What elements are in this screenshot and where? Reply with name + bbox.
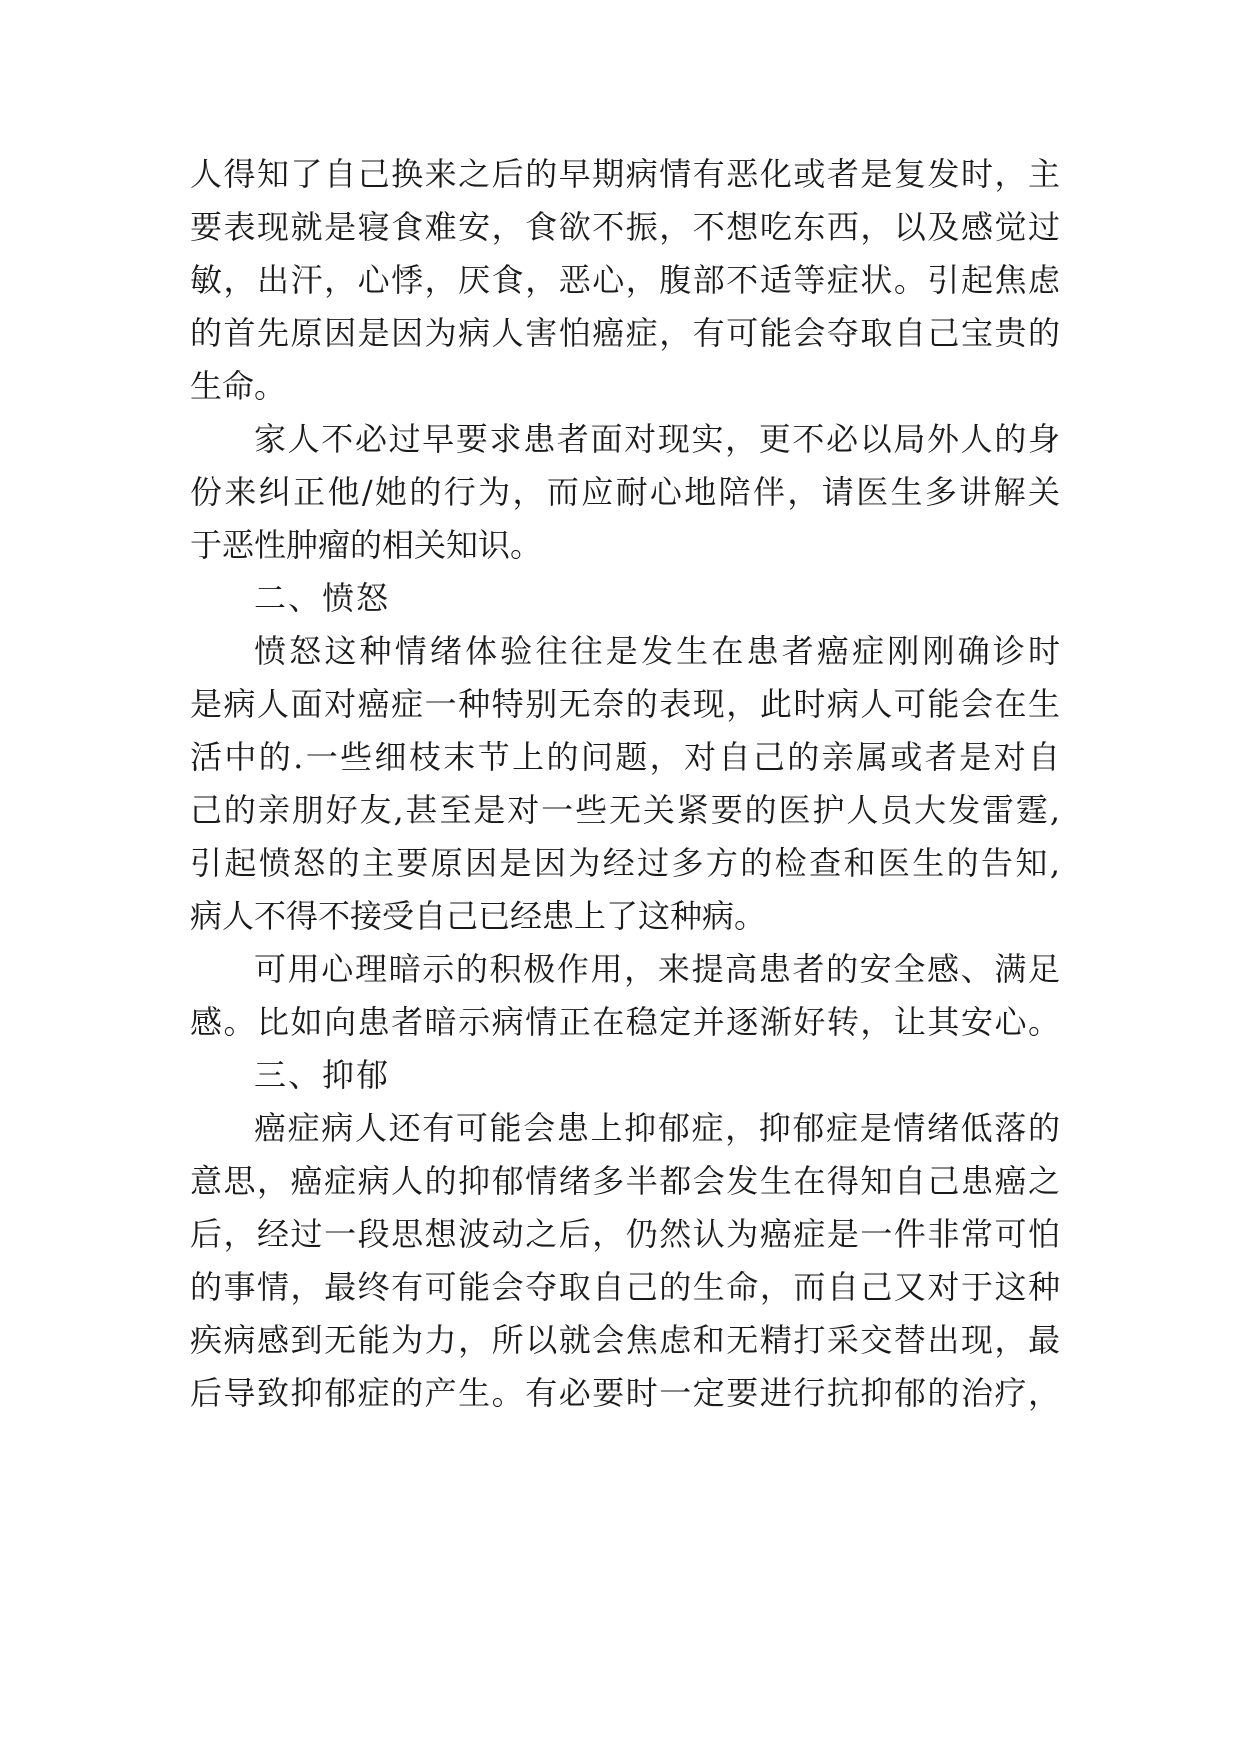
body-text-line: 引起愤怒的主要原因是因为经过多方的检查和医生的告知, [190, 844, 1060, 882]
body-text-line: 己的亲朋好友,甚至是对一些无关紧要的医护人员大发雷霆, [190, 791, 1060, 829]
body-text-line: 的事情，最终有可能会夺取自己的生命，而自己又对于这种 [190, 1268, 1060, 1306]
body-text-line: 感。比如向患者暗示病情正在稳定并逐渐好转，让其安心。 [190, 1003, 1060, 1041]
body-text-line: 份来纠正他/她的行为，而应耐心地陪伴，请医生多讲解关 [190, 473, 1060, 511]
body-text-line: 是病人面对癌症一种特别无奈的表现，此时病人可能会在生 [190, 685, 1060, 723]
body-text-line: 愤怒这种情绪体验往往是发生在患者癌症刚刚确诊时 [254, 632, 1060, 670]
body-text-line: 要表现就是寝食难安，食欲不振，不想吃东西，以及感觉过 [190, 208, 1060, 246]
body-text-line: 后，经过一段思想波动之后，仍然认为癌症是一件非常可怕 [190, 1215, 1060, 1253]
body-text-line: 后导致抑郁症的产生。有必要时一定要进行抗抑郁的治疗， [190, 1374, 1060, 1412]
body-text-line: 的首先原因是因为病人害怕癌症，有可能会夺取自己宝贵的 [190, 314, 1060, 352]
body-text-line: 生命。 [190, 367, 287, 405]
body-text-line: 家人不必过早要求患者面对现实，更不必以局外人的身 [254, 420, 1060, 458]
body-text-line: 意思，癌症病人的抑郁情绪多半都会发生在得知自己患癌之 [190, 1162, 1060, 1200]
body-text-line: 于恶性肿瘤的相关知识。 [190, 526, 543, 564]
body-text-line: 癌症病人还有可能会患上抑郁症，抑郁症是情绪低落的 [254, 1109, 1060, 1147]
section-heading: 三、抑郁 [254, 1056, 391, 1094]
body-text-line: 活中的.一些细枝末节上的问题，对自己的亲属或者是对自 [190, 738, 1060, 776]
body-text-line: 敏，出汗，心悸，厌食，恶心，腹部不适等症状。引起焦虑 [190, 261, 1060, 299]
body-text-line: 可用心理暗示的积极作用，来提高患者的安全感、满足 [254, 950, 1060, 988]
body-text-line: 疾病感到无能为力，所以就会焦虑和无精打采交替出现，最 [190, 1321, 1060, 1359]
body-text-line: 病人不得不接受自己已经患上了这种病。 [190, 897, 767, 935]
section-heading: 二、愤怒 [254, 579, 391, 617]
body-text-line: 人得知了自己换来之后的早期病情有恶化或者是复发时，主 [190, 155, 1060, 193]
